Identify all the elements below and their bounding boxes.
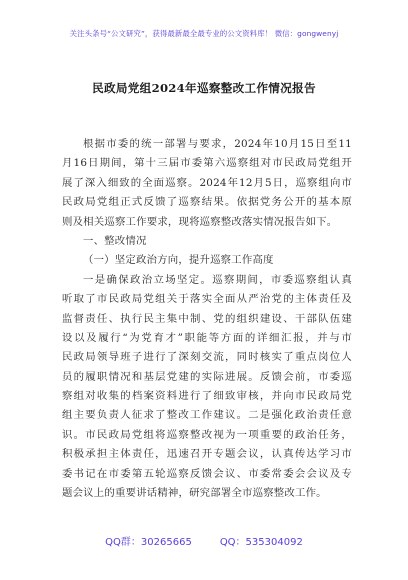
paragraph-line: 听取了市民政局党组关于落实全面从严治党的主体责任及 [62,293,352,306]
paragraph-line: 一是确保政治立场坚定。巡察期间，市委巡察组认真 [83,273,352,286]
paragraph-line: 设以及履行“为党育才”职能等方面的详细汇报，并与市 [62,331,352,344]
paragraph-line: 展了深入细致的全面巡察。2024年12月5日，巡察组向市 [62,176,352,189]
paragraph-line: 题会议上的重要讲话精神，研究部署全市巡察整改工作。 [62,487,327,500]
paragraph-line: 识。市民政局党组将巡察整改视为一项重要的政治任务， [62,428,352,441]
footer-contact [0,533,408,548]
paragraph-line: 月16日期间，第十三届市委第六巡察组对市民政局党组开 [62,157,352,170]
paragraph-line: 委书记在市委第五轮巡察反馈会议、市委常委会会议及专 [62,467,352,480]
paragraph-line: 组主要负责人征求了整改工作建议。二是强化政治责任意 [62,409,352,422]
document-title: 民政局党组2024年巡察整改工作情况报告 [92,81,316,95]
subsection-heading: （一）坚定政治方向，提升巡察工作高度 [83,254,274,267]
paragraph-line: 民政局党组正式反馈了巡察结果。依据党务公开的基本原 [62,196,352,209]
paragraph-line: 员的履职情况和基层党建的实际进展。反馈会前，市委巡 [62,370,352,383]
paragraph-line: 察组对收集的档案资料进行了细致审核，并向市民政局党 [62,390,352,403]
paragraph-line: 根据市委的统一部署与要求，2024年10月15日至11 [83,138,352,150]
paragraph-line: 则及相关巡察工作要求，现将巡察整改落实情况报告如下。 [62,215,338,228]
header-notice: 关注头条号“公文研究”，获得最新最全最专业的公文资料库！ 微信：gongwenyj [69,29,339,38]
qq-number: QQ：535304092 [219,537,303,548]
qq-group-number: QQ群：30265665 [105,537,192,548]
paragraph-line: 民政局领导班子进行了深刻交流，同时核实了重点岗位人 [62,351,352,364]
document-body [62,135,352,503]
paragraph-line: 积极承担主体责任，迅速召开专题会议，认真传达学习市 [62,448,352,461]
paragraph-line: 监督责任、执行民主集中制、党的组织建设、干部队伍建 [62,312,352,325]
section-heading: 一、整改情况 [83,234,147,247]
